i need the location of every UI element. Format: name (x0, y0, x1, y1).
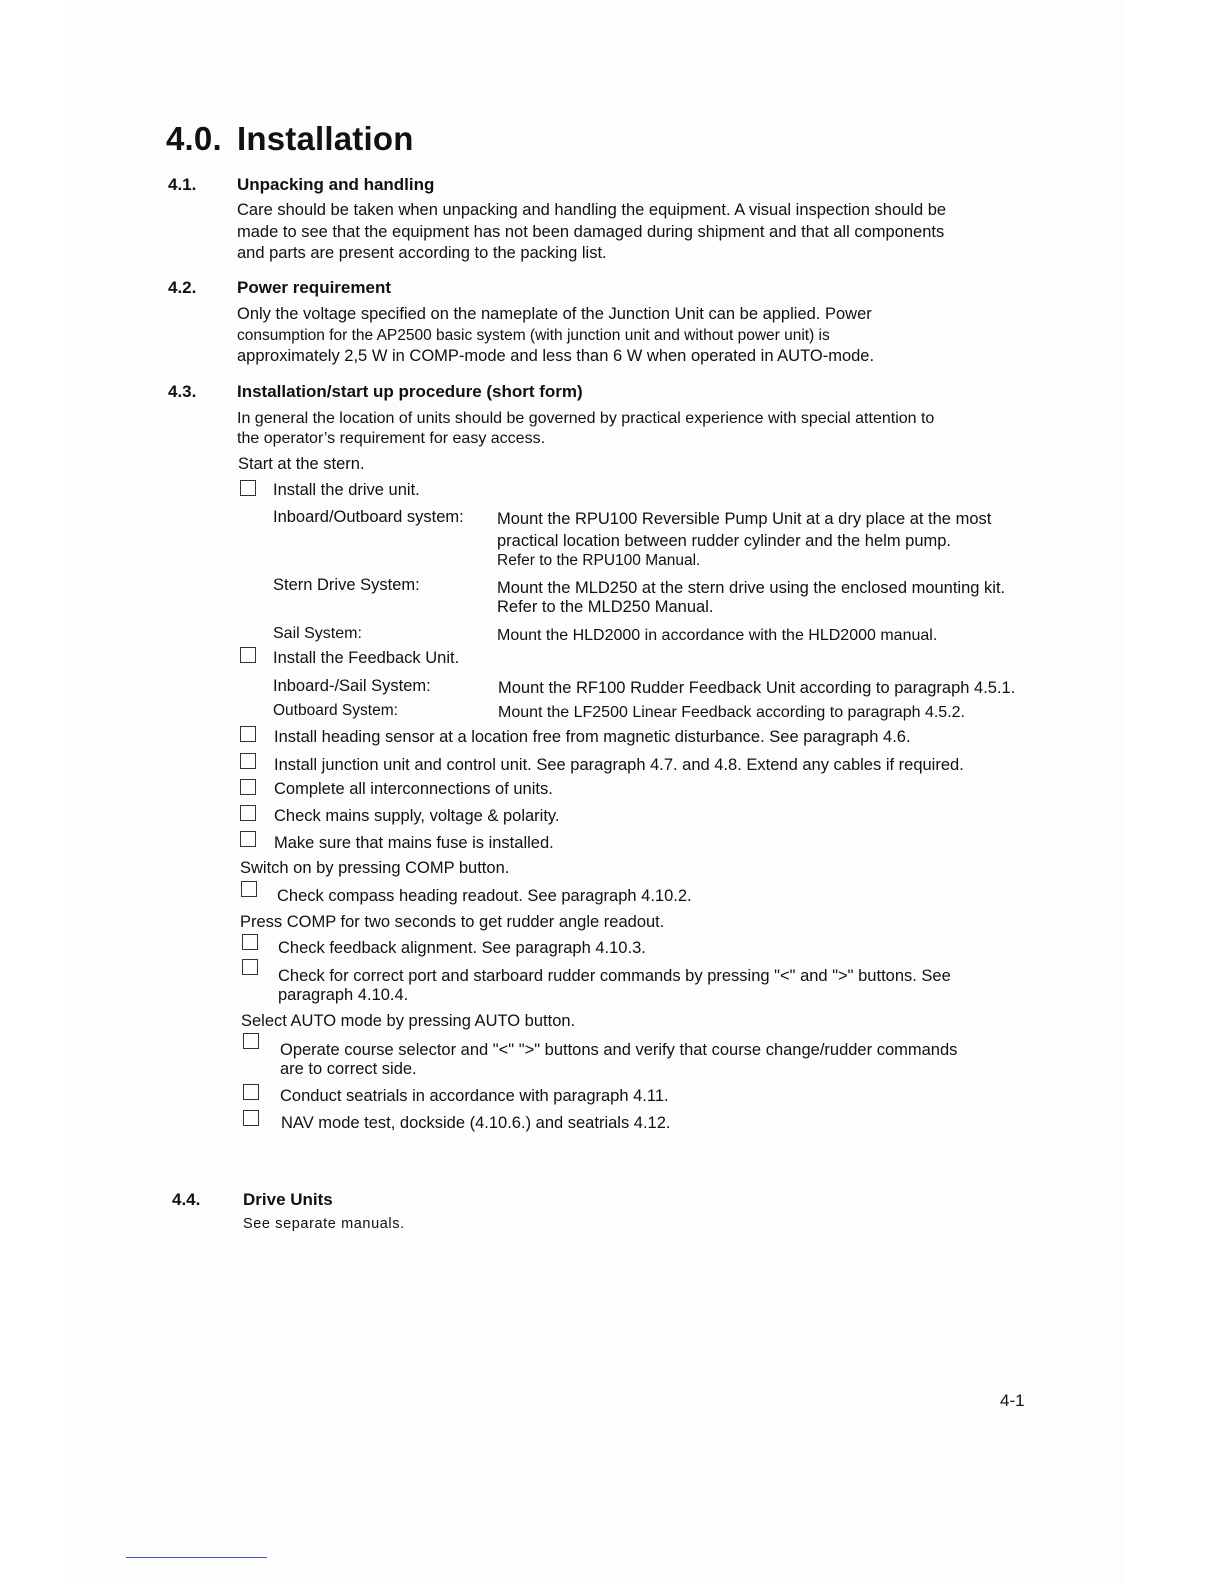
switch-on-text: Switch on by pressing COMP button. (240, 859, 510, 877)
check-item-text: Install heading sensor at a location free from magnetic disturbance. See paragraph 4.6. (274, 728, 911, 746)
section-4-1-line: and parts are present according to the packing list. (237, 244, 607, 262)
start-at-stern: Start at the stern. (238, 455, 365, 473)
checkbox-mains-supply[interactable] (240, 805, 256, 821)
checkbox-interconnections[interactable] (240, 779, 256, 795)
check-feedback-text: Check feedback alignment. See paragraph 4.10.3. (278, 939, 646, 957)
section-4-1-line: Care should be taken when unpacking and handling the equipment. A visual inspection should be (237, 201, 947, 219)
drive-row-text: Refer to the RPU100 Manual. (497, 552, 701, 569)
drive-row-label: Stern Drive System: (273, 576, 420, 594)
conduct-seatrials-text: Conduct seatrials in accordance with paragraph 4.11. (280, 1087, 669, 1105)
install-feedback-text: Install the Feedback Unit. (273, 649, 460, 667)
section-4-2-title: Power requirement (237, 278, 391, 297)
drive-row-text: Refer to the MLD250 Manual. (497, 598, 714, 616)
chapter-number: 4.0. (166, 120, 222, 157)
checkbox-course-selector[interactable] (243, 1033, 259, 1049)
checkbox-nav-mode[interactable] (243, 1110, 259, 1126)
feedback-row-label: Inboard-/Sail System: (273, 677, 431, 695)
check-compass-text: Check compass heading readout. See paragraph 4.10.2. (277, 887, 692, 905)
press-comp-text: Press COMP for two seconds to get rudder angle readout. (240, 913, 665, 931)
drive-row-label: Inboard/Outboard system: (273, 508, 464, 526)
section-4-1-number: 4.1. (168, 175, 197, 194)
check-item-text: Install junction unit and control unit. See paragraph 4.7. and 4.8. Extend any cables if required. (274, 756, 964, 774)
check-item-text: Make sure that mains fuse is installed. (274, 834, 554, 852)
select-auto-text: Select AUTO mode by pressing AUTO button. (241, 1012, 576, 1030)
checkbox-compass-heading[interactable] (241, 881, 257, 897)
checkbox-junction-unit[interactable] (240, 753, 256, 769)
section-4-4-text: See separate manuals. (243, 1216, 405, 1232)
drive-row-text: Mount the HLD2000 in accordance with the HLD2000 manual. (497, 627, 938, 644)
section-4-3-number: 4.3. (168, 382, 197, 401)
feedback-row-text: Mount the RF100 Rudder Feedback Unit according to paragraph 4.5.1. (498, 679, 1016, 697)
feedback-row-text: Mount the LF2500 Linear Feedback according to paragraph 4.5.2. (498, 704, 965, 721)
install-drive-text: Install the drive unit. (273, 481, 420, 499)
drive-row-text: practical location between rudder cylinder and the helm pump. (497, 532, 952, 550)
checkbox-seatrials[interactable] (243, 1084, 259, 1100)
feedback-row-label: Outboard System: (273, 702, 398, 719)
section-4-4-title: Drive Units (243, 1190, 333, 1209)
section-4-3-intro-line: In general the location of units should be governed by practical experience with special attention to (237, 410, 935, 427)
check-port-text: Check for correct port and starboard rudder commands by pressing "<" and ">" buttons. See (278, 967, 951, 985)
section-4-4-number: 4.4. (172, 1190, 201, 1209)
checkbox-feedback-alignment[interactable] (242, 934, 258, 950)
nav-test-text: NAV mode test, dockside (4.10.6.) and seatrials 4.12. (281, 1114, 671, 1132)
page-number: 4-1 (1000, 1391, 1025, 1410)
section-4-1-title: Unpacking and handling (237, 175, 435, 194)
checkbox-mains-fuse[interactable] (240, 831, 256, 847)
section-4-3-title: Installation/start up procedure (short form) (237, 382, 583, 401)
drive-row-text: Mount the RPU100 Reversible Pump Unit at a dry place at the most (497, 510, 992, 528)
checkbox-port-starboard[interactable] (242, 959, 258, 975)
check-item-text: Check mains supply, voltage & polarity. (274, 807, 560, 825)
section-4-3-intro-line: the operator’s requirement for easy access. (237, 430, 546, 447)
check-item-text: Complete all interconnections of units. (274, 780, 553, 798)
drive-row-text: Mount the MLD250 at the stern drive using the enclosed mounting kit. (497, 579, 1006, 597)
checkbox-install-drive[interactable] (240, 480, 256, 496)
drive-row-label: Sail System: (273, 625, 362, 642)
section-4-2-line: approximately 2,5 W in COMP-mode and less than 6 W when operated in AUTO-mode. (237, 347, 875, 365)
section-4-2-line: consumption for the AP2500 basic system (with junction unit and without power unit) is (237, 327, 830, 344)
section-4-2-number: 4.2. (168, 278, 197, 297)
section-4-2-line: Only the voltage specified on the nameplate of the Junction Unit can be applied. Power (237, 305, 872, 323)
operate-course-text: are to correct side. (280, 1060, 417, 1078)
footer-rule (126, 1557, 267, 1558)
check-port-text: paragraph 4.10.4. (278, 986, 409, 1004)
checkbox-install-feedback[interactable] (240, 647, 256, 663)
checkbox-heading-sensor[interactable] (240, 726, 256, 742)
chapter-title: Installation (237, 120, 414, 157)
section-4-1-line: made to see that the equipment has not been damaged during shipment and that all components (237, 223, 945, 241)
operate-course-text: Operate course selector and "<" ">" buttons and verify that course change/rudder commands (280, 1041, 958, 1059)
